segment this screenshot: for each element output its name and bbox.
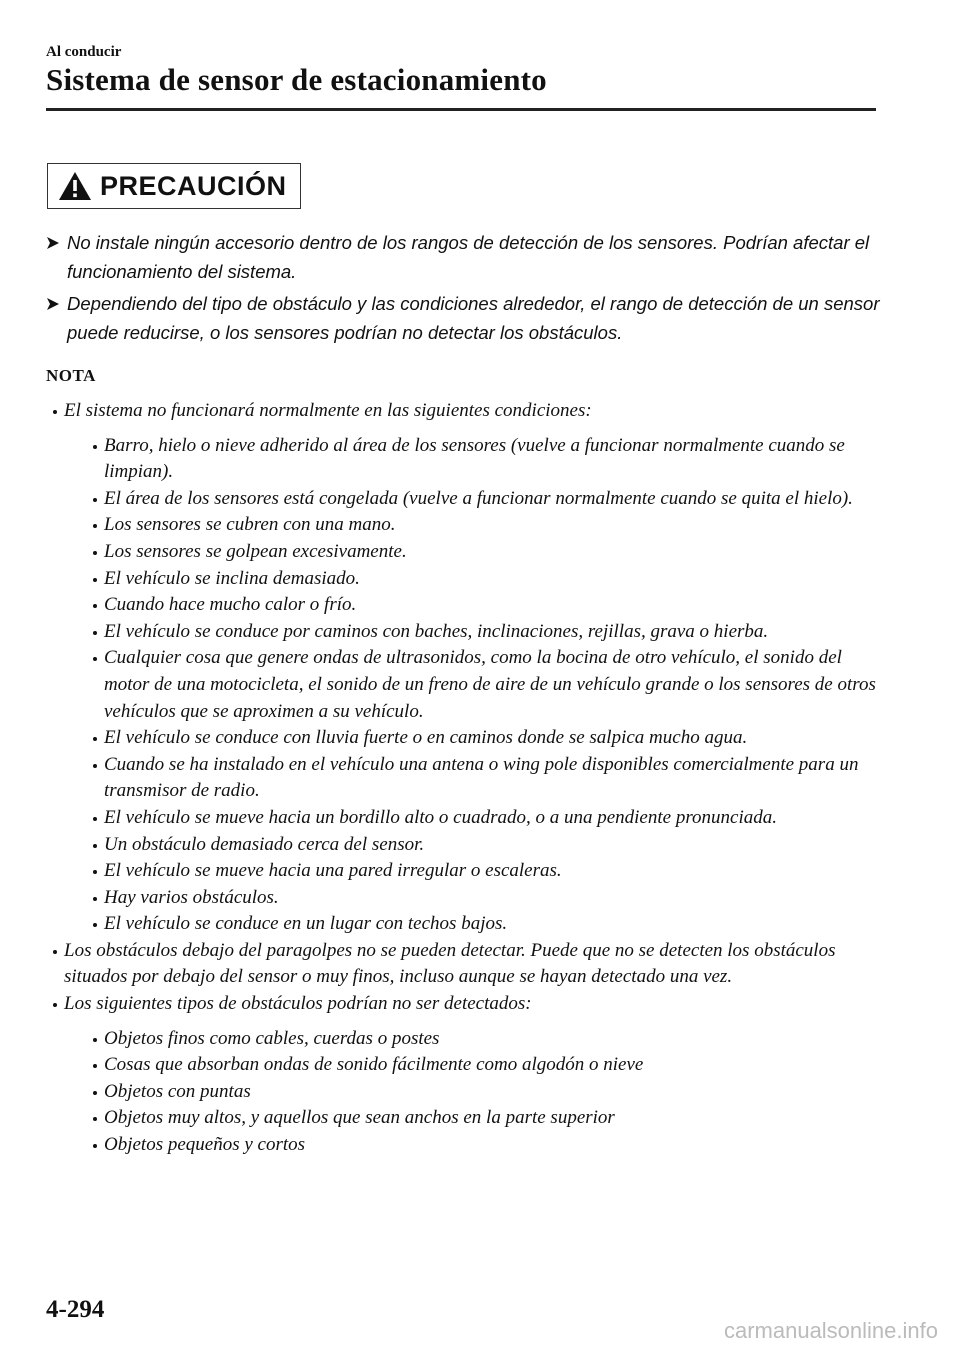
note-body (46, 398, 886, 1159)
bullet-dot-icon (93, 1038, 97, 1042)
caution-item-text: No instale ningún accesorio dentro de los rangos de detección de los sensores. Podrían afectar el funcionamiento del sistema. (67, 232, 870, 282)
arrow-bullet-icon (46, 236, 60, 250)
bullet-dot-icon (93, 897, 97, 901)
note-subitem-text: Objetos muy altos, y aquellos que sean anchos en la parte superior (104, 1107, 615, 1129)
note-subitem (64, 486, 886, 513)
note-subitem (64, 885, 886, 912)
note-item-text: Los siguientes tipos de obstáculos podrían no ser detectados: (64, 993, 532, 1015)
warning-triangle-icon (58, 171, 92, 201)
note-subitem-text: El vehículo se mueve hacia un bordillo alto o cuadrado, o a una pendiente pronunciada. (104, 806, 777, 828)
watermark: carmanualsonline.info (723, 1318, 938, 1343)
bullet-dot-icon (93, 578, 97, 582)
bullet-dot-icon (93, 844, 97, 848)
note-subitem (64, 539, 886, 566)
note-subitem-text: Cuando se ha instalado en el vehículo una antena o wing pole disponibles comercialmente para un transmisor de radio. (104, 753, 859, 802)
note-subitem-text: El vehículo se mueve hacia una pared irregular o escaleras. (104, 860, 562, 882)
arrow-bullet-icon (46, 297, 60, 311)
note-subitem (64, 512, 886, 539)
bullet-dot-icon (53, 410, 57, 414)
caution-item-text: Dependiendo del tipo de obstáculo y las condiciones alrededor, el rango de detección de un sensor puede reducirse, o los sensores podrían no detectar los obstáculos. (67, 293, 880, 343)
note-item-text: Los obstáculos debajo del paragolpes no se pueden detectar. Puede que no se detecten los obstáculos situados por debajo del sensor o muy finos, incluso aunque se hayan detectado una vez. (64, 939, 836, 988)
note-sublist (64, 1026, 886, 1159)
bullet-dot-icon (93, 445, 97, 449)
bullet-dot-icon (53, 950, 57, 954)
bullet-dot-icon (53, 1003, 57, 1007)
bullet-dot-icon (93, 1144, 97, 1148)
page-number: 4-294 (46, 1296, 105, 1323)
note-subitem (64, 433, 886, 486)
note-subitem (64, 566, 886, 593)
note-subitem-text: Los sensores se cubren con una mano. (104, 514, 396, 536)
bullet-dot-icon (93, 631, 97, 635)
bullet-dot-icon (93, 524, 97, 528)
bullet-dot-icon (93, 817, 97, 821)
bullet-dot-icon (93, 764, 97, 768)
note-subitem-text: Cualquier cosa que genere ondas de ultrasonidos, como la bocina de otro vehículo, el sonido del motor de una motocicleta, el sonido de un freno de aire de un vehículo grande o los sensores de otros vehículos que se aproximen a su vehículo. (104, 647, 876, 722)
caution-item (46, 289, 886, 347)
note-subitem (64, 805, 886, 832)
note-subitem (64, 645, 886, 725)
bullet-dot-icon (93, 1091, 97, 1095)
page-title: Sistema de sensor de estacionamiento (46, 62, 547, 97)
bullet-dot-icon (93, 1117, 97, 1121)
note-subitem (64, 1079, 886, 1106)
note-subitem (64, 858, 886, 885)
note-subitem (64, 1105, 886, 1132)
caution-label: PRECAUCIÓN (100, 170, 287, 201)
note-subitem-text: Objetos con puntas (104, 1080, 251, 1102)
note-subitem (64, 725, 886, 752)
note-subitem-text: Objetos finos como cables, cuerdas o postes (104, 1027, 440, 1049)
note-item (46, 398, 886, 938)
note-subitem-text: Un obstáculo demasiado cerca del sensor. (104, 833, 425, 855)
note-sublist (64, 433, 886, 938)
note-subitem (64, 1132, 886, 1159)
note-subitem (64, 832, 886, 859)
bullet-dot-icon (93, 1064, 97, 1068)
section-label: Al conducir (46, 44, 122, 60)
note-subitem-text: Cosas que absorban ondas de sonido fácilmente como algodón o nieve (104, 1054, 644, 1076)
note-subitem (64, 911, 886, 938)
note-item (46, 938, 886, 991)
bullet-dot-icon (93, 923, 97, 927)
bullet-dot-icon (93, 604, 97, 608)
note-subitem (64, 592, 886, 619)
note-subitem (64, 752, 886, 805)
note-subitem-text: Hay varios obstáculos. (104, 886, 279, 908)
bullet-dot-icon (93, 498, 97, 502)
note-subitem (64, 1026, 886, 1053)
note-item (46, 991, 886, 1159)
note-subitem-text: El vehículo se conduce por caminos con baches, inclinaciones, rejillas, grava o hierba. (104, 620, 769, 642)
bullet-dot-icon (93, 870, 97, 874)
note-subitem-text: Barro, hielo o nieve adherido al área de los sensores (vuelve a funcionar normalmente cuando se limpian). (104, 434, 845, 483)
note-subitem (64, 619, 886, 646)
note-subitem-text: El vehículo se conduce con lluvia fuerte o en caminos donde se salpica mucho agua. (104, 727, 748, 749)
note-subitem-text: Cuando hace mucho calor o frío. (104, 594, 357, 616)
caution-list (46, 228, 886, 350)
note-subitem-text: Los sensores se golpean excesivamente. (104, 540, 407, 562)
title-rule (46, 108, 876, 111)
note-subitem (64, 1052, 886, 1079)
caution-item (46, 228, 886, 286)
note-list (46, 398, 886, 1159)
note-title: NOTA (46, 366, 96, 385)
note-subitem-text: Objetos pequeños y cortos (104, 1134, 306, 1156)
caution-box (47, 163, 301, 209)
note-subitem-text: El área de los sensores está congelada (vuelve a funcionar normalmente cuando se quita el hielo). (104, 487, 853, 509)
note-subitem-text: El vehículo se inclina demasiado. (104, 567, 360, 589)
bullet-dot-icon (93, 737, 97, 741)
note-subitem-text: El vehículo se conduce en un lugar con techos bajos. (104, 913, 508, 935)
bullet-dot-icon (93, 551, 97, 555)
bullet-dot-icon (93, 657, 97, 661)
note-item-text: El sistema no funcionará normalmente en las siguientes condiciones: (64, 400, 592, 421)
